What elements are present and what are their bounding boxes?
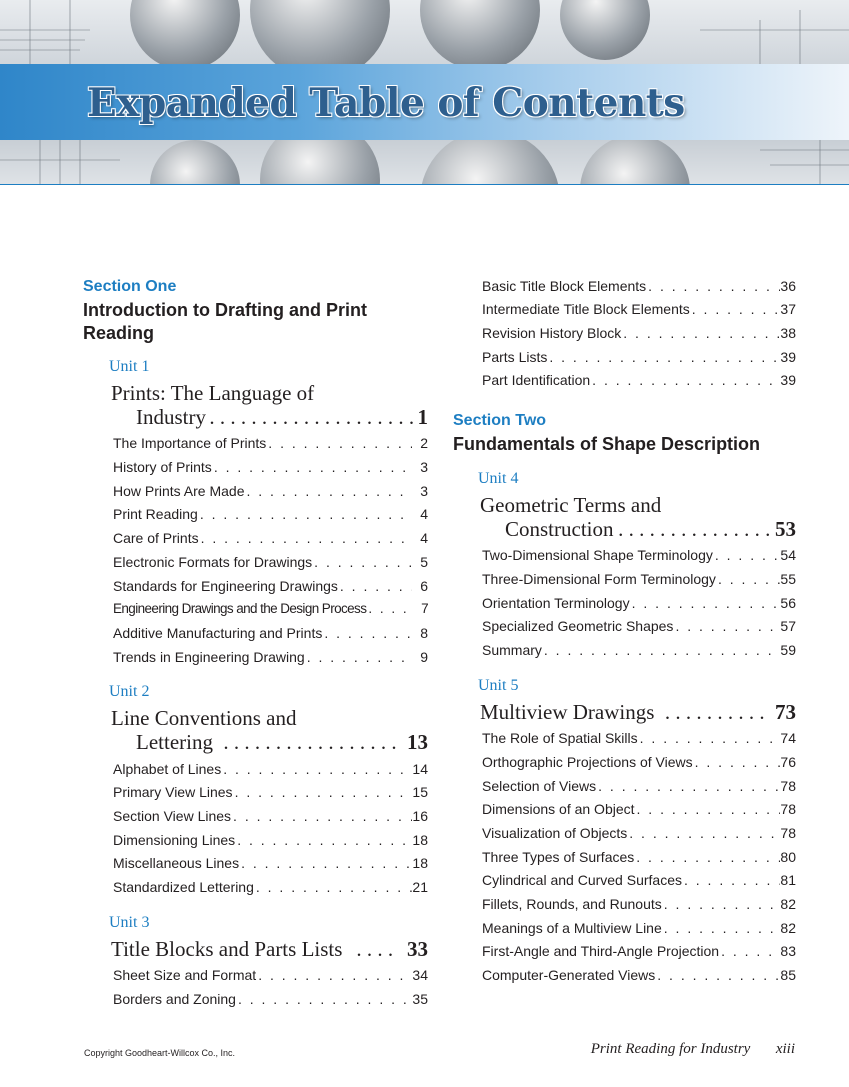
unit-title-continuation[interactable]	[505, 517, 796, 541]
dot-leader	[638, 729, 780, 747]
toc-entry-title: How Prints Are Made	[113, 483, 245, 499]
toc-entry[interactable]	[113, 434, 428, 452]
dot-leader	[655, 966, 780, 984]
toc-entry-page: 4	[420, 506, 428, 522]
unit-label: Unit 4	[478, 470, 519, 487]
toc-entry[interactable]	[113, 760, 428, 778]
toc-entry-title: Dimensions of an Object	[482, 801, 635, 817]
running-footer	[591, 1041, 795, 1058]
dot-leader	[690, 300, 780, 318]
dot-leader	[627, 824, 780, 842]
toc-entry[interactable]	[482, 753, 796, 771]
unit-title-leader: . . . . . . . . . . . . . . .	[618, 517, 771, 541]
dot-leader	[338, 577, 412, 595]
toc-entry-page: 59	[780, 642, 796, 658]
unit-title-continuation[interactable]	[136, 730, 428, 754]
toc-entry[interactable]	[113, 577, 428, 595]
toc-entry[interactable]	[482, 617, 796, 635]
toc-entry-title: Parts Lists	[482, 349, 548, 365]
toc-entry-page: 9	[420, 649, 428, 665]
toc-entry-title: Three Types of Surfaces	[482, 849, 635, 865]
unit-page-number: 1	[417, 405, 428, 429]
dot-leader	[542, 641, 780, 659]
toc-entry-page: 78	[780, 825, 796, 841]
toc-entry[interactable]	[482, 546, 796, 564]
toc-entry-title: Dimensioning Lines	[113, 832, 236, 848]
toc-entry[interactable]	[113, 505, 428, 523]
dot-leader	[212, 458, 412, 476]
toc-entry[interactable]	[482, 641, 796, 659]
toc-entry-title: Specialized Geometric Shapes	[482, 618, 674, 634]
dot-leader	[312, 553, 412, 571]
dot-leader	[322, 624, 412, 642]
toc-entry[interactable]	[113, 990, 428, 1008]
dot-leader	[662, 919, 780, 937]
dot-leader	[254, 878, 412, 896]
toc-entry[interactable]	[482, 570, 796, 588]
toc-entry[interactable]	[113, 600, 428, 618]
toc-entry-title: Electronic Formats for Drawings	[113, 554, 313, 570]
unit-page-number: 33	[407, 937, 428, 961]
toc-entry-title: Basic Title Block Elements	[482, 278, 647, 294]
toc-entry-page: 14	[412, 761, 428, 777]
dot-leader	[221, 760, 412, 778]
dot-leader	[693, 753, 780, 771]
toc-entry[interactable]	[113, 831, 428, 849]
page-title: Expanded Table of Contents	[87, 80, 685, 126]
unit-label: Unit 2	[109, 683, 150, 700]
dot-leader	[256, 966, 412, 984]
section-label: Section One	[83, 278, 177, 295]
toc-entry-title: Selection of Views	[482, 778, 597, 794]
toc-entry-title: Revision History Block	[482, 325, 622, 341]
dot-leader	[713, 546, 780, 564]
toc-entry-page: 3	[420, 459, 428, 475]
toc-entry[interactable]	[482, 895, 796, 913]
toc-entry[interactable]	[482, 348, 796, 366]
toc-entry-page: 37	[780, 301, 796, 317]
toc-entry[interactable]	[482, 594, 796, 612]
dot-leader	[231, 807, 412, 825]
dot-leader	[673, 617, 780, 635]
dot-leader	[634, 848, 780, 866]
section-title: Fundamentals of Shape Description	[453, 434, 761, 454]
dot-leader	[236, 990, 412, 1008]
section-title: Introduction to Drafting and Print Reading	[83, 300, 367, 343]
toc-entry[interactable]	[113, 553, 428, 571]
toc-entry[interactable]	[113, 783, 428, 801]
toc-entry-page: 85	[780, 967, 796, 983]
toc-entry-title: Computer-Generated Views	[482, 967, 656, 983]
toc-entry-title: Borders and Zoning	[113, 991, 236, 1007]
toc-entry-page: 55	[780, 571, 796, 587]
dot-leader	[596, 777, 780, 795]
dot-leader	[662, 895, 780, 913]
toc-entry[interactable]	[482, 277, 796, 295]
dot-leader	[590, 371, 780, 389]
toc-entry-title: Print Reading	[113, 506, 198, 522]
toc-entry[interactable]	[113, 854, 428, 872]
toc-entry-title: Care of Prints	[113, 530, 199, 546]
unit-title[interactable]: Line Conventions and	[111, 706, 297, 730]
toc-entry-page: 56	[780, 595, 796, 611]
unit-title[interactable]: Geometric Terms and	[480, 493, 662, 517]
toc-entry-page: 15	[412, 784, 428, 800]
toc-entry-title: Summary	[482, 642, 542, 658]
toc-entry-title: Three-Dimensional Form Terminology	[482, 571, 716, 587]
toc-entry[interactable]	[482, 324, 796, 342]
unit-page-number: 53	[775, 517, 796, 541]
toc-entry-title: Two-Dimensional Shape Terminology	[482, 547, 713, 563]
toc-entry-title: Orientation Terminology	[482, 595, 630, 611]
unit-page-number: 73	[775, 700, 796, 724]
section-label: Section Two	[453, 412, 547, 429]
toc-entry-title: Alphabet of Lines	[113, 761, 222, 777]
toc-entry-page: 57	[780, 618, 796, 634]
toc-entry-title: Part Identification	[482, 372, 591, 388]
dot-leader	[198, 505, 412, 523]
unit-title-text: Title Blocks and Parts Lists	[111, 937, 343, 961]
toc-entry-title: Standards for Engineering Drawings	[113, 578, 338, 594]
toc-entry-title: The Role of Spatial Skills	[482, 730, 638, 746]
toc-entry[interactable]	[482, 777, 796, 795]
toc-entry-page: 4	[420, 530, 428, 546]
toc-entry[interactable]	[113, 624, 428, 642]
toc-entry-title: Primary View Lines	[113, 784, 233, 800]
toc-entry-page: 78	[780, 801, 796, 817]
toc-entry-page: 36	[780, 278, 796, 294]
dot-leader	[719, 942, 780, 960]
toc-entry-title: History of Prints	[113, 459, 212, 475]
dot-leader	[621, 324, 780, 342]
toc-entry[interactable]	[113, 458, 428, 476]
dot-leader	[366, 600, 412, 618]
unit-label: Unit 1	[109, 358, 150, 375]
dot-leader	[239, 854, 412, 872]
toc-entry-title: Visualization of Objects	[482, 825, 628, 841]
toc-entry-page: 7	[421, 601, 428, 616]
page-number: xiii	[775, 1041, 795, 1057]
unit-title-text: Lettering	[136, 730, 213, 754]
toc-entry-page: 38	[780, 325, 796, 341]
unit-title-leader: . . . .	[356, 937, 394, 961]
toc-entry[interactable]	[482, 824, 796, 842]
header-banner	[0, 0, 849, 185]
toc-entry[interactable]	[113, 966, 428, 984]
toc-entry[interactable]	[482, 966, 796, 984]
toc-entry[interactable]	[482, 919, 796, 937]
unit-label: Unit 5	[478, 677, 519, 694]
toc-entry-page: 54	[780, 547, 796, 563]
toc-entry-page: 82	[780, 920, 796, 936]
toc-entry-title: Trends in Engineering Drawing	[113, 649, 305, 665]
toc-entry-page: 8	[420, 625, 428, 641]
toc-entry-page: 82	[780, 896, 796, 912]
toc-entry[interactable]	[113, 648, 428, 666]
toc-entry-title: Standardized Lettering	[113, 879, 254, 895]
toc-entry-page: 16	[412, 808, 428, 824]
toc-entry-title: Orthographic Projections of Views	[482, 754, 693, 770]
toc-entry-page: 3	[420, 483, 428, 499]
unit-title-text: Construction	[505, 517, 614, 541]
toc-entry-page: 35	[412, 991, 428, 1007]
toc-entry-page: 5	[420, 554, 428, 570]
dot-leader	[716, 570, 780, 588]
toc-entry-title: Intermediate Title Block Elements	[482, 301, 690, 317]
toc-entry-title: Engineering Drawings and the Design Process	[113, 601, 367, 616]
toc-entry[interactable]	[482, 848, 796, 866]
unit-title[interactable]: Prints: The Language of	[111, 381, 315, 405]
toc-entry-page: 76	[780, 754, 796, 770]
toc-entry-page: 78	[780, 778, 796, 794]
toc-entry-title: Miscellaneous Lines	[113, 855, 240, 871]
unit-title-leader: . . . . . . . . . . . . . . . . .	[223, 730, 397, 754]
toc-entry-page: 34	[412, 967, 428, 983]
book-title: Print Reading for Industry	[590, 1041, 751, 1057]
dot-leader	[199, 529, 412, 547]
unit-title-text: Industry	[136, 405, 206, 429]
toc-entry[interactable]	[482, 300, 796, 318]
header-divider	[0, 184, 849, 185]
dot-leader	[547, 348, 780, 366]
toc-entry-page: 18	[412, 832, 428, 848]
dot-leader	[245, 482, 413, 500]
toc-entry[interactable]	[482, 942, 796, 960]
toc-entry[interactable]	[482, 800, 796, 818]
dot-leader	[682, 871, 780, 889]
toc-entry-title: Meanings of a Multiview Line	[482, 920, 662, 936]
dot-leader	[630, 594, 780, 612]
toc-entry-page: 83	[780, 943, 796, 959]
toc-entry-page: 18	[412, 855, 428, 871]
toc-entry[interactable]	[113, 807, 428, 825]
toc-entry-page: 21	[412, 879, 428, 895]
unit-title[interactable]	[111, 937, 428, 961]
dot-leader	[235, 831, 412, 849]
toc-entry[interactable]	[482, 371, 796, 389]
toc-entry-page: 80	[780, 849, 796, 865]
unit-title-leader: . . . . . . . . . .	[664, 700, 765, 724]
unit-page-number: 13	[407, 730, 428, 754]
toc-entry-title: Cylindrical and Curved Surfaces	[482, 872, 682, 888]
dot-leader	[266, 434, 412, 452]
dot-leader	[233, 783, 412, 801]
toc-entry-page: 74	[780, 730, 796, 746]
dot-leader	[646, 277, 780, 295]
toc-entry[interactable]	[482, 871, 796, 889]
toc-entry-title: Sheet Size and Format	[113, 967, 257, 983]
copyright-notice: Copyright Goodheart-Willcox Co., Inc.	[84, 1048, 236, 1058]
toc-entry-title: Additive Manufacturing and Prints	[113, 625, 323, 641]
dot-leader	[635, 800, 780, 818]
toc-entry[interactable]	[113, 482, 428, 500]
unit-title-text: Multiview Drawings	[480, 700, 655, 724]
toc-entry[interactable]	[113, 878, 428, 896]
toc-entry[interactable]	[113, 529, 428, 547]
toc-entry-page: 39	[780, 372, 796, 388]
toc-entry-title: Section View Lines	[113, 808, 232, 824]
toc-entry-page: 39	[780, 349, 796, 365]
unit-title-continuation[interactable]	[136, 405, 428, 429]
toc-entry-page: 6	[420, 578, 428, 594]
toc-entry-page: 2	[420, 435, 428, 451]
unit-title[interactable]	[480, 700, 796, 724]
unit-label: Unit 3	[109, 914, 150, 931]
dot-leader	[305, 648, 412, 666]
toc-entry-title: The Importance of Prints	[113, 435, 267, 451]
toc-entry-title: Fillets, Rounds, and Runouts	[482, 896, 662, 912]
toc-entry[interactable]	[482, 729, 796, 747]
toc-entry-title: First-Angle and Third-Angle Projection	[482, 943, 720, 959]
unit-title-leader: . . . . . . . . . . . . . . . . . . . .	[209, 405, 415, 429]
toc-entry-page: 81	[780, 872, 796, 888]
